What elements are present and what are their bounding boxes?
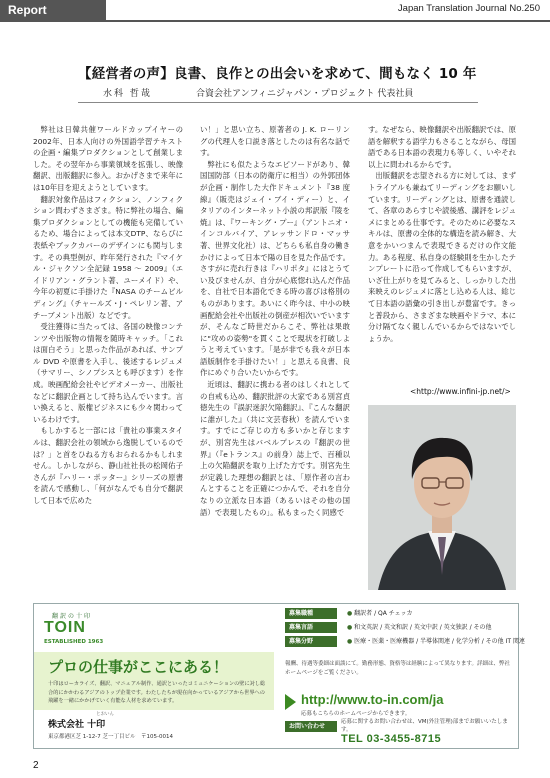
paragraph: い！」と思い立ち、原著者の J. K. ローリングの代理人を口説き落としたのは有名な話です。 <box>200 125 350 158</box>
paragraph: 受注獲得に当たっては、各国の映像コンテンツや出版物の情報を随時キャッチ。「これは面白そう」と思った作品があれば、サンプル DVD や原書を入手し、後述するレジュメ（サマリー、シノプシスとも呼びます）を作成。映画配給会社やビデオメーカー、出版社などに翻訳企画として持ち込んでいます。言い換えると、版権ビジネスにも少々関わっているわけです。 <box>33 322 183 424</box>
ad-url-note: 応募もこちらのホームページからできます。 <box>301 711 411 717</box>
ad-url-link[interactable]: http://www.to-in.com/ja <box>301 692 444 707</box>
contact-tel: TEL 03-3455-8715 <box>341 733 442 745</box>
paragraph: 翻訳対象作品はフィクション、ノンフィクション問わずさまざま。特に弊社の場合、編集プロダクションとしての機能も完備しているため、場合によっては本文DTP、ならびに表紙やブックカバーのデザインにも関与します。その典型例が、昨年発行された『マイケル・ジャクソン全記録 1958 ～ 2009』（エイドリアン・グラント著、ユーメイド）や、今年の初夏に手掛けた『NASA のチームビルディング』（チャールズ・J・ペレリン著、アチーブメント出版）などです。 <box>33 194 183 320</box>
ad-catchphrase: プロの仕事がここにある！ <box>48 658 229 676</box>
apply-text: 報酬、待遇等委細は面談にて。勤務形態、資格等は経験によって異なります。詳細は、弊社ホームページをご覧ください。 <box>285 661 510 676</box>
paragraph: 弊社にも似たようなエピソードがあり、韓国国防部（日本の防衛庁に相当）の外郭団体が企画・制作した大作ドキュメント『38 度線』（販売はジェイ・ブイ・ディー）と、イタリアのインターネット小説の邦訳版『陵を焼』は、『ワーキング・プー』（アントニオ・インコルバイア、アレッサンドロ・マッサ著、世界文化社）は、どちらも私自身の働きかけによって日本で陽の目を見た作品です。さすがに売れ行きは『ハリポタ』にはとうてい及びませんが、自分が心底惚れ込んだ作品を、自社で日本語化できる時の喜びは格別のものがあります。あいにく昨今は、中小の映画配給会社や出版社の倒産が相次いでいますが、そんなご時世だからこそ、弊社は果敢に"攻めの姿勢"を貫くことで現状を打破しようと考えています。「是が非でも我々が日本語版制作を手掛けたい！」と思える良書、良作にめぐり合いたいからです。 <box>200 159 350 378</box>
title-rule <box>78 102 478 103</box>
company-ruby: とおいん <box>96 712 114 717</box>
paragraph: 近頃は、翻訳に携わる者のはしくれとしての自戒も込め、翻訳批評の大家である別宮貞徳先生の『誤訳迷訳欠陥翻訳』、『こんな翻訳に誰がした』（共に文芸春秋）を読んでいます。すでにご存じの方も多いかと存じますが、別宮先生はバベルプレスの『翻訳の世界』（『eトランス』の前身）誌上で、百種以上の欠陥翻訳を取り上げた方です。別宮先生が定義した理想の翻訳とは、「原作者の言わんとすることを正確につかんで、それを自分なりの立派な日本語（あるいはその他の国語）で表現したもの」。私もまったく同感で <box>200 380 350 517</box>
company-address: 東京都港区芝 1-12-7 芝一丁目ビル 〒105-0014 <box>48 734 173 740</box>
author-portrait-illustration <box>368 405 516 590</box>
article-title-block <box>78 62 478 99</box>
header-rule <box>0 20 550 22</box>
paragraph: もしかすると一部には「貴社の事業スタイルは、翻訳会社の領域から逸脱しているのでは？」と首をひねる方もおられるかもしれません。しかしながら、静山社社長の松岡佑子さんが『ハリー・ポッター』シリーズの原書を読んで感動し、「何がなんでも自分で翻訳して日本で広めた <box>33 426 183 505</box>
recruitment-ad <box>33 603 525 749</box>
section-tab: Report <box>0 0 106 20</box>
author-affiliation: 合資会社アンフィニジャパン・プロジェクト 代表社員 <box>196 89 414 99</box>
paragraph: 弊社は日韓共催ワールドカップイヤーの2002年、日本人向けの外国語学習テキストの企画・編集プロダクションとして創業しました。その翌年から事業領域を拡張し、映像翻訳、出版翻訳に参入。おかげさまで来年には10年目を迎えようとしています。 <box>33 125 183 192</box>
ad-left-panel <box>34 604 275 748</box>
ad-right-panel: 募集職種 ● 翻訳者 / QA チェッカ 募集言語 ● 和文英訳 / 英文和訳 / 英文中訳 / 英文独訳 / その他 募集分野 ● 医療・医薬・医療機器 / 半導体関連 / 化学分析 / その他 IT 関連 報酬、待遇等委細は面談にて。勤務形態、資格等は経験によって異なります。詳細は、弊社ホームページをご覧ください。 http://www.to-in.com/ja 応募もこちらのホームページからできます。 お問い合わせ 応募に関するお問い合わせは、VM(外注管理)部までお願いいたします。 TEL 03-3455-8715 <box>279 604 518 748</box>
article-column-1 <box>33 124 183 584</box>
ad-description: 十印はローカライズ、翻訳、マニュアル制作、通訳といったコミュニケーションの壁に対し総合的にかかわるアジアのトップ企業です。わたしたちが現在向かっているアジアから世界への飛躍を一緒にかかげていく有能な人材を求めています。 <box>48 681 266 704</box>
article-title: 【経営者の声】良書、良作との出会いを求めて、間もなく 10 年 <box>78 66 477 82</box>
paragraph: 出版翻訳を志望される方に対しては、まずトライアルも兼ねてリーディングをお願いしています。リーディングとは、原書を通読して、各章のあらすじや読後感、講評をレジュメにまとめる仕事です。そのために必要なスキルは、原書の全体的な構造を読み解き、大意をかいつまんで表現できるだけの作文能力。ある程度、私自身の経験則を生かしたテンプレートに沿って作成してもらいますが、いざ仕上がりを見てみると、しっかりした出来映えのレジュメに落とし込める人は、総じて日本語の語彙の引き出しが豊富です。きっと普段から、さまざまな映画やドラマ、本に分け隔てなく親しんでいるからではないでしょうか。 <box>368 171 516 343</box>
page-header <box>0 0 550 20</box>
article-column-3 <box>368 124 516 394</box>
company-name: 株式会社 十印 <box>48 720 106 730</box>
author-photo <box>368 405 516 590</box>
journal-title: Japan Translation Journal No.250 <box>397 3 540 14</box>
company-url-link[interactable]: <http://www.infini-jp.net/> <box>410 387 511 396</box>
author-name: 水科 哲哉 <box>103 89 152 99</box>
paragraph: す。なぜなら、映像翻訳や出版翻訳では、原語を解釈する語学力もさることながら、母国語である日本語の表現力も等しく、いやそれ以上に問われるからです。 <box>368 125 516 169</box>
contact-text: 応募に関するお問い合わせは、VM(外注管理)部までお願いいたします。 <box>341 719 508 733</box>
ad-url-row <box>285 692 513 720</box>
toin-logo: 翻訳の十印 TOIN ESTABLISHED 1963 <box>44 613 104 645</box>
arrow-right-icon <box>285 694 296 710</box>
page-number: 2 <box>33 760 39 771</box>
article-column-2 <box>200 124 350 517</box>
contact-label: お問い合わせ <box>285 721 337 732</box>
